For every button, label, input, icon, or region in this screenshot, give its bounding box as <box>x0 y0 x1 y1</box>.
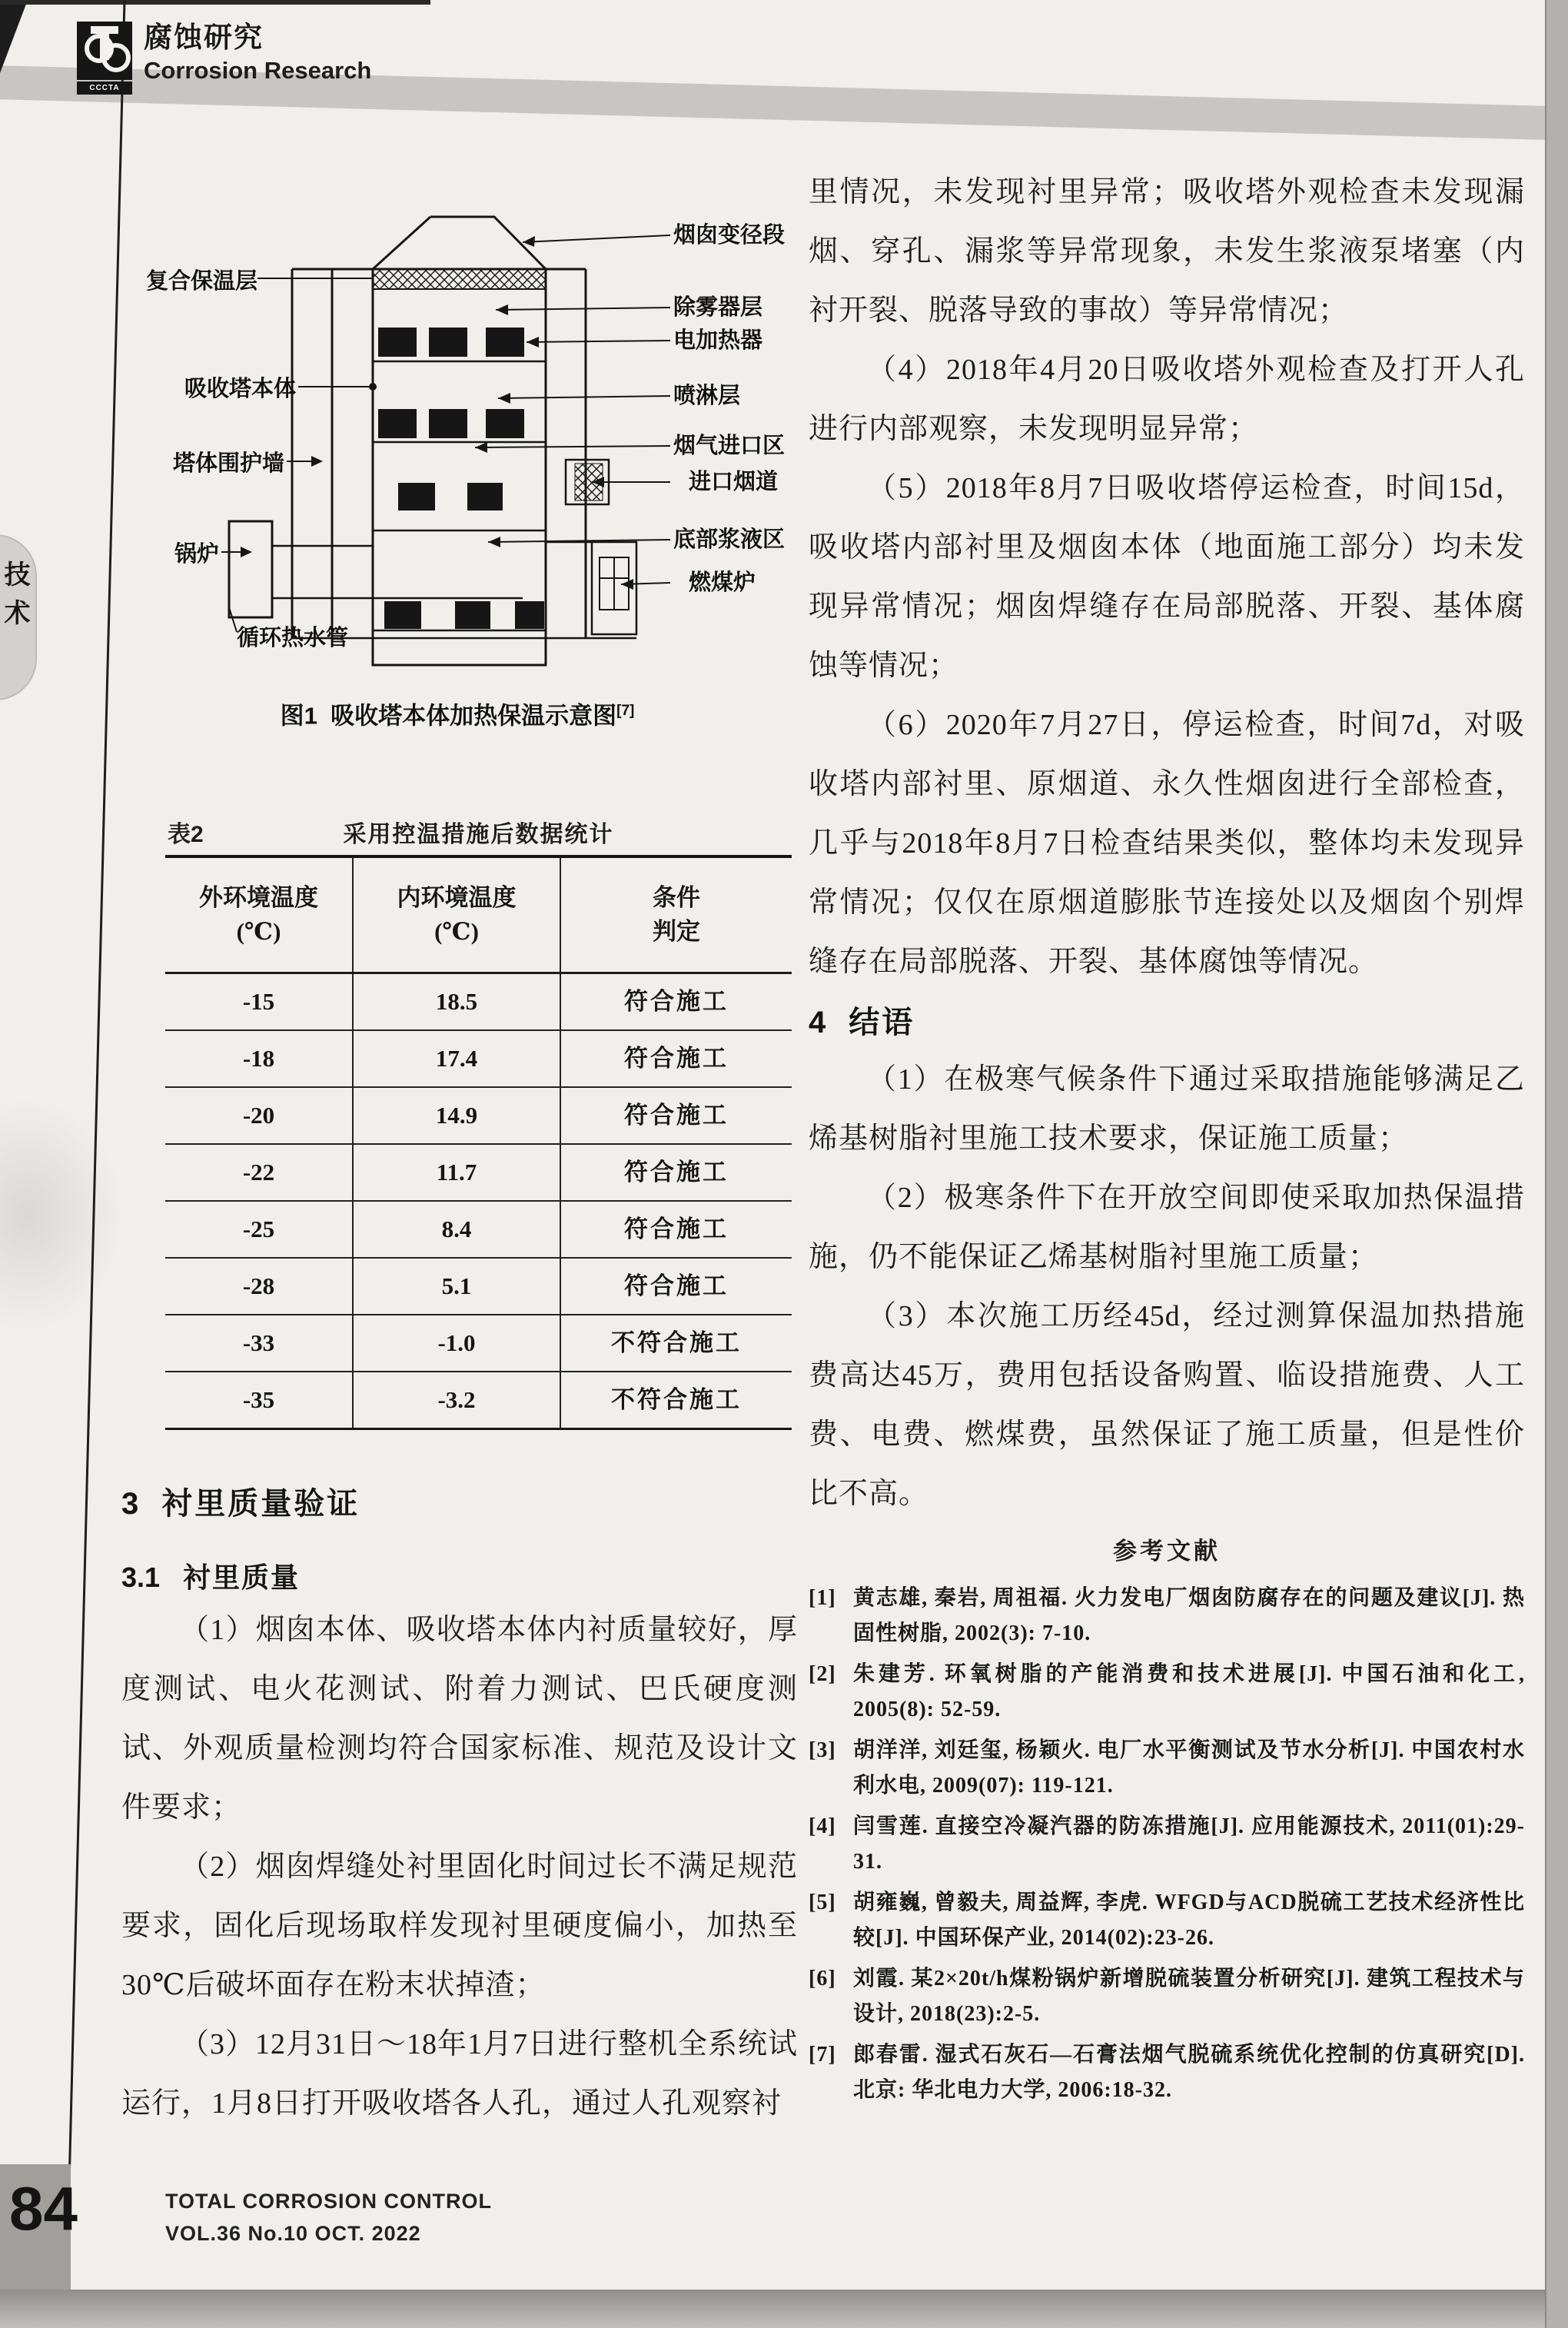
left-column-body <box>121 1601 798 2133</box>
paragraph: （6）2020年7月27日，停运检查，时间7d，对吸收塔内部衬里、原烟道、永久性烟囱进行全部检查，几乎与2018年8月7日检查结果类似，整体均未发现异常情况；仅仅在原烟道膨胀节连接处以及烟囱个别焊缝存在局部脱落、开裂、基体腐蚀等情况。 <box>809 709 1525 978</box>
scan-bottom-band <box>0 2290 1568 2328</box>
right-column-body <box>809 163 1525 2113</box>
table2-title: 采用控温措施后数据统计 <box>343 822 614 847</box>
reference-text: 郎春雷. 湿式石灰石—石膏法烟气脱硫系统优化控制的仿真研究[D]. 北京: 华北电力大学, 2006:18-32. <box>853 2043 1525 2102</box>
reference-item <box>809 2037 1525 2108</box>
cell-outer-temp: -15 <box>165 974 354 1029</box>
cell-verdict: 符合施工 <box>624 1102 729 1129</box>
reference-item <box>809 1961 1525 2032</box>
table2-header-verdict: 条件 判定 <box>653 884 700 945</box>
table-row <box>165 974 792 1031</box>
cell-outer-temp: -28 <box>165 1259 354 1314</box>
section-31-number: 3.1 <box>121 1561 161 1593</box>
reference-text: 胡洋洋, 刘廷玺, 杨颖火. 电厂水平衡测试及节水分析[J]. 中国农村水利水电, 2009(07): 119-121. <box>853 1738 1525 1798</box>
paragraph: （3）12月31日～18年1月7日进行整机全系统试运行，1月8日打开吸收塔各人孔，通过人孔观察衬 <box>121 2028 799 2120</box>
paragraph: （2）烟囱焊缝处衬里固化时间过长不满足规范要求，固化后现场取样发现衬里硬度偏小，加热至30℃后破坏面存在粉末状掉渣； <box>121 1851 798 2001</box>
figure-caption <box>146 696 769 731</box>
table2-tag: 表2 <box>168 822 204 847</box>
journal-logo-icon <box>77 22 132 80</box>
section-3-heading <box>121 1485 360 1522</box>
table-row <box>165 1088 792 1145</box>
footer-journal-name: TOTAL CORROSION CONTROL <box>165 2190 492 2213</box>
table-row <box>165 1259 792 1315</box>
fig-label-boiler: 锅炉 <box>174 542 219 567</box>
reference-number: [7] <box>809 2043 836 2067</box>
paragraph: （3）本次施工历经45d，经过测算保温加热措施费高达45万，费用包括设备购置、临设措施费、人工费、电费、燃煤费，虽然保证了施工质量，但是性价比不高。 <box>809 1300 1525 1510</box>
reference-item <box>809 1885 1525 1956</box>
cell-inner-temp: -3.2 <box>354 1372 561 1428</box>
cell-outer-temp: -22 <box>165 1145 354 1200</box>
table2-header-inner-temp: 内环境温度 (℃) <box>354 858 561 972</box>
figure-caption-tag: 图1 <box>280 702 317 730</box>
table-row <box>165 1372 792 1428</box>
cell-inner-temp: 14.9 <box>354 1088 561 1143</box>
section-4-heading <box>809 1004 1525 1041</box>
side-tab-technology <box>0 534 37 700</box>
reference-item <box>809 1657 1525 1728</box>
reference-number: [3] <box>809 1738 836 1762</box>
paragraph: （4）2018年4月20日吸收塔外观检查及打开人孔进行内部观察，未发现明显异常； <box>809 354 1525 445</box>
section-3-title: 衬里质量验证 <box>161 1487 360 1521</box>
fig-label-electric-heater: 电加热器 <box>673 328 763 353</box>
paragraph: 里情况，未发现衬里异常；吸收塔外观检查未发现漏烟、穿孔、漏浆等异常现象，未发生浆液泵堵塞（内衬开裂、脱落导致的事故）等异常情况； <box>809 176 1525 327</box>
reference-text: 黄志雄, 秦岩, 周祖福. 火力发电厂烟囱防腐存在的问题及建议[J]. 热固性树脂, 2002(3): 7-10. <box>853 1586 1525 1645</box>
fig-label-bottom-slurry-zone: 底部浆液区 <box>673 527 786 552</box>
section-3-number: 3 <box>121 1487 139 1521</box>
cell-verdict: 不符合施工 <box>611 1329 742 1356</box>
fig-label-circulating-pipe: 循环热水管 <box>237 626 349 650</box>
section-31-title: 衬里质量 <box>183 1561 301 1593</box>
table-row <box>165 1031 792 1088</box>
references-heading: 参考文献 <box>1113 1538 1221 1565</box>
fig-label-demister-layer: 除雾器层 <box>673 295 763 320</box>
section-4-title: 结语 <box>849 1006 915 1039</box>
figure-caption-ref: [7] <box>616 703 635 719</box>
paragraph: （1）在极寒气候条件下通过采取措施能够满足乙烯基树脂衬里施工技术要求，保证施工质量； <box>809 1063 1525 1155</box>
reference-item <box>809 1809 1525 1880</box>
cell-inner-temp: 8.4 <box>354 1202 561 1257</box>
paragraph: （1）烟囱本体、吸收塔本体内衬质量较好，厚度测试、电火花测试、附着力测试、巴氏硬度测试、外观质量检测均符合国家标准、规范及设计文件要求； <box>121 1614 798 1824</box>
cell-verdict: 符合施工 <box>624 1045 729 1072</box>
fig-label-coal-furnace: 燃煤炉 <box>689 570 756 595</box>
reference-text: 朱建芳. 环氧树脂的产能消费和技术进展[J]. 中国石油和化工, 2005(8): 52-59. <box>853 1662 1525 1721</box>
reference-number: [2] <box>809 1662 836 1686</box>
reference-item <box>809 1581 1525 1651</box>
fig-label-tower-body: 吸收塔本体 <box>184 377 296 401</box>
cell-outer-temp: -18 <box>165 1031 354 1086</box>
reference-number: [4] <box>809 1814 836 1838</box>
reference-text: 刘霞. 某2×20t/h煤粉锅炉新增脱硫装置分析研究[J]. 建筑工程技术与设计, 2018(23):2-5. <box>853 1967 1525 2026</box>
fig-label-chimney-section: 烟囱变径段 <box>673 223 786 248</box>
cell-outer-temp: -20 <box>165 1088 354 1143</box>
fig-label-spray-layer: 喷淋层 <box>673 384 741 408</box>
fig-label-enclosure-wall: 塔体围护墙 <box>172 451 284 476</box>
cell-inner-temp: 18.5 <box>354 974 561 1029</box>
cell-outer-temp: -25 <box>165 1202 354 1257</box>
fig-label-insulation-layer: 复合保温层 <box>145 269 257 294</box>
paragraph: （5）2018年8月7日吸收塔停运检查，时间15d，吸收塔内部衬里及烟囱本体（地面施工部分）均未发现异常情况；烟囱焊缝存在局部脱落、开裂、基体腐蚀等情况； <box>809 472 1525 682</box>
reference-text: 闫雪莲. 直接空冷凝汽器的防冻措施[J]. 应用能源技术, 2011(01):29-31. <box>853 1814 1525 1874</box>
cell-verdict: 不符合施工 <box>611 1386 742 1413</box>
fig-label-inlet-flue: 进口烟道 <box>689 470 779 494</box>
cell-inner-temp: 5.1 <box>354 1259 561 1314</box>
side-tab-label: 技术 <box>0 560 29 637</box>
table-row <box>165 1202 792 1259</box>
reference-number: [5] <box>809 1891 836 1914</box>
paragraph: （2）极寒条件下在开放空间即使采取加热保温措施，仍不能保证乙烯基树脂衬里施工质量； <box>809 1182 1525 1273</box>
figure-caption-text: 吸收塔本体加热保温示意图 <box>331 702 617 730</box>
scan-right-strip <box>1545 0 1568 2328</box>
table2-header-row <box>165 858 792 974</box>
cell-outer-temp: -35 <box>165 1372 354 1428</box>
reference-number: [6] <box>809 1967 836 1990</box>
table-row <box>165 1145 792 1202</box>
journal-title-en: Corrosion Research <box>144 57 372 84</box>
cell-inner-temp: -1.0 <box>354 1315 561 1371</box>
logo-caption: CCCTA <box>77 81 132 95</box>
section-4-number: 4 <box>809 1006 826 1039</box>
table2 <box>165 855 792 1430</box>
cell-verdict: 符合施工 <box>624 1159 729 1186</box>
cell-inner-temp: 11.7 <box>354 1145 561 1200</box>
table2-header-outer-temp: 外环境温度 (℃) <box>165 858 354 972</box>
fig-label-gas-inlet-zone: 烟气进口区 <box>673 434 786 458</box>
reference-item <box>809 1733 1525 1804</box>
reference-text: 胡雍巍, 曾毅夫, 周益辉, 李虎. WFGD与ACD脱硫工艺技术经济性比较[J]. 中国环保产业, 2014(02):23-26. <box>853 1891 1525 1950</box>
reference-number: [1] <box>809 1586 836 1610</box>
journal-title-cn: 腐蚀研究 <box>144 22 264 53</box>
page-number: 84 <box>9 2174 78 2243</box>
cell-verdict: 符合施工 <box>624 988 729 1015</box>
table-row <box>165 1315 792 1372</box>
cell-outer-temp: -33 <box>165 1315 354 1371</box>
section-31-heading <box>121 1561 300 1595</box>
footer-volume-info: VOL.36 No.10 OCT. 2022 <box>165 2222 421 2245</box>
cell-verdict: 符合施工 <box>624 1272 729 1299</box>
cell-verdict: 符合施工 <box>624 1216 729 1242</box>
cell-inner-temp: 17.4 <box>354 1031 561 1086</box>
